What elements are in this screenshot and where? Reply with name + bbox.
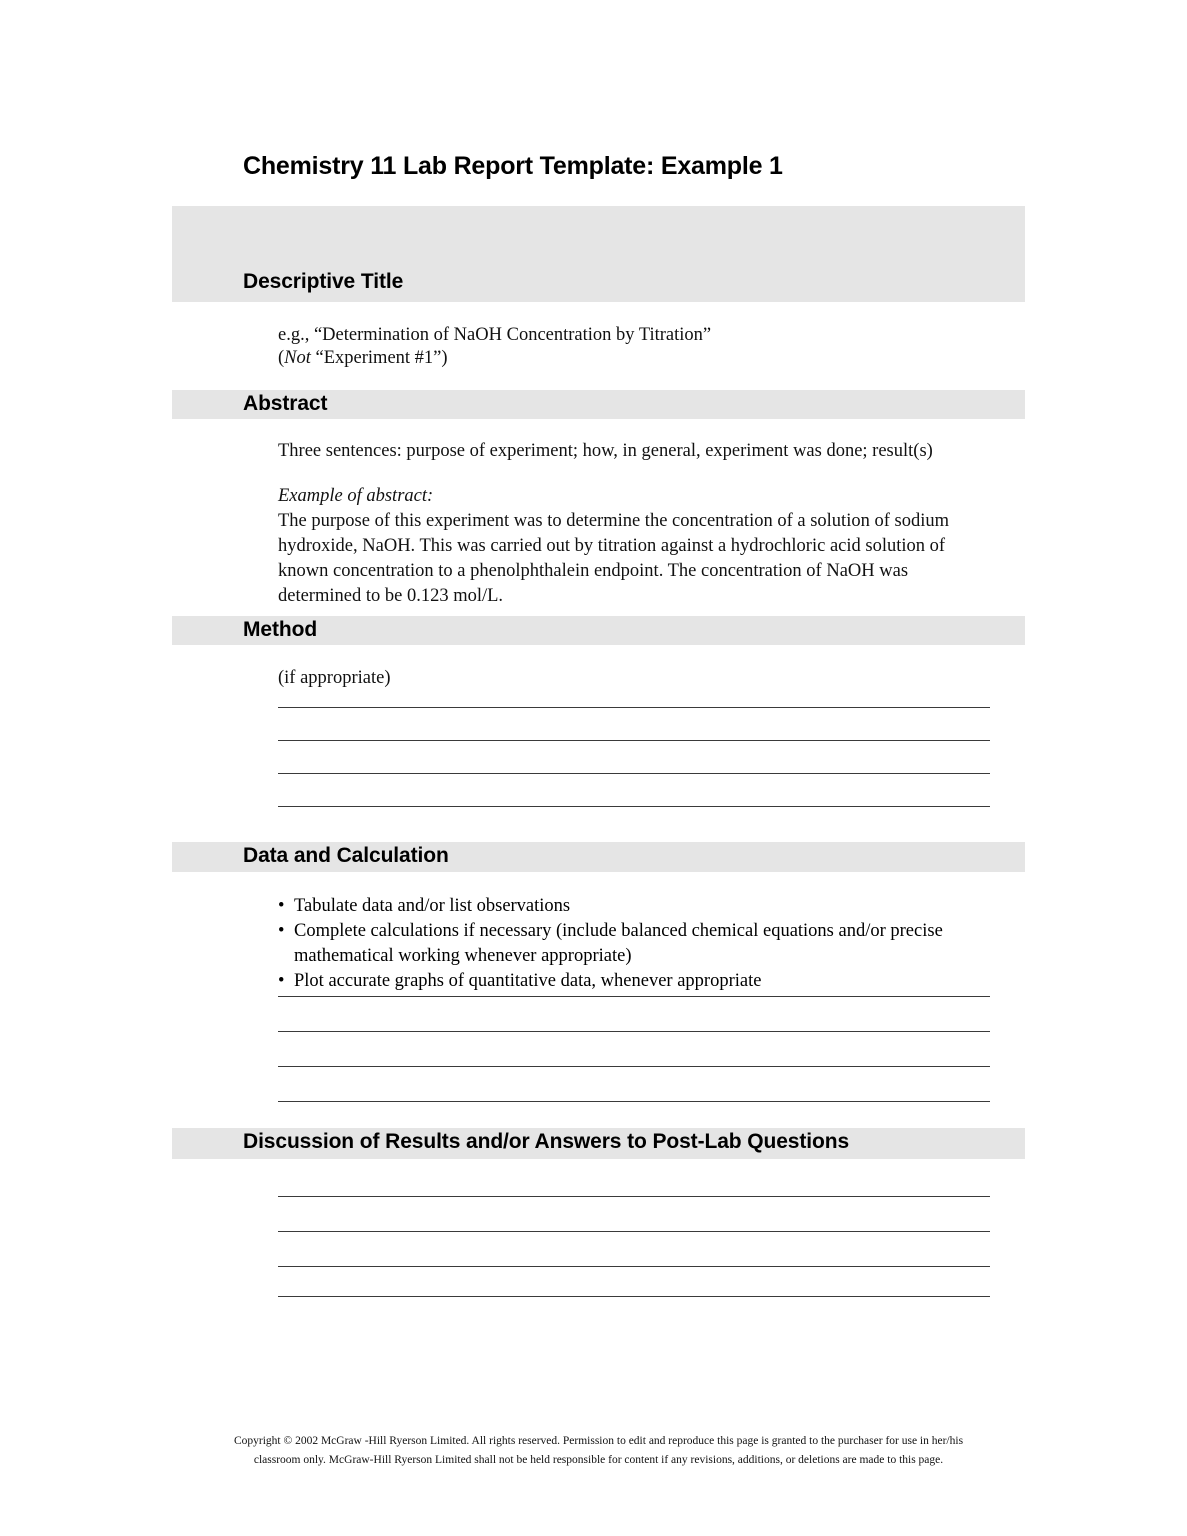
abstract-example-label: Example of abstract: [278, 486, 434, 506]
data-write-line[interactable] [278, 1101, 990, 1102]
descriptive-title-example-line: e.g., “Determination of NaOH Concentration by Titration” [278, 325, 712, 345]
section-band-discussion [172, 1128, 1025, 1159]
section-heading-data-and-calculation: Data and Calculation [243, 844, 449, 867]
abstract-example-text: The purpose of this experiment was to determine the concentration of a solution of sodium hydroxide, NaOH. This was carried out by titration against a hydrochloric acid solution of known concentration to a phenolphthalein endpoint. The concentration of NaOH was determined to be 0.123 mol/L. [278, 511, 949, 606]
data-write-line[interactable] [278, 1066, 990, 1067]
discussion-write-line[interactable] [278, 1266, 990, 1267]
page-title: Chemistry 11 Lab Report Template: Example 1 [243, 152, 783, 180]
section-band-data-and-calculation [172, 842, 1025, 872]
not-open-paren: ( [278, 348, 285, 368]
section-heading-abstract: Abstract [243, 392, 328, 415]
abstract-example-label-wrap [278, 484, 990, 509]
section-heading-descriptive-title: Descriptive Title [243, 270, 404, 293]
section-heading-method: Method [243, 618, 318, 641]
section-band-descriptive-title [172, 206, 1025, 302]
data-write-line[interactable] [278, 996, 990, 997]
copyright-footer [172, 1432, 1025, 1470]
section-heading-discussion: Discussion of Results and/or Answers to Post-Lab Questions [243, 1130, 850, 1153]
method-write-line[interactable] [278, 707, 990, 708]
section-band-abstract [172, 390, 1025, 419]
data-and-calculation-bullet-list [278, 894, 990, 994]
not-rest: “Experiment #1”) [310, 348, 448, 368]
descriptive-title-example [278, 324, 990, 370]
discussion-write-line[interactable] [278, 1231, 990, 1232]
method-note: (if appropriate) [278, 668, 391, 688]
bullet-icon: • [278, 971, 285, 991]
list-item [278, 919, 990, 969]
section-band-method [172, 616, 1025, 645]
method-write-line[interactable] [278, 773, 990, 774]
list-item [278, 894, 990, 919]
list-item-label: Tabulate data and/or list observations [294, 896, 571, 916]
bullet-icon: • [278, 921, 285, 941]
list-item-label: Plot accurate graphs of quantitative data, whenever appropriate [294, 971, 762, 991]
not-emphasis: Not [284, 348, 311, 368]
copyright-line-1: Copyright © 2002 McGraw -Hill Ryerson Limited. All rights reserved. Permission to edit and reproduce this page is granted to the purchaser for use in her/his [233, 1435, 964, 1447]
discussion-write-line[interactable] [278, 1296, 990, 1297]
method-write-line[interactable] [278, 806, 990, 807]
list-item [278, 969, 990, 994]
discussion-write-line[interactable] [278, 1196, 990, 1197]
copyright-line-2: classroom only. McGraw-Hill Ryerson Limited shall not be held responsible for content if any revisions, additions, or deletions are made to this page. [253, 1454, 944, 1466]
abstract-instruction: Three sentences: purpose of experiment; how, in general, experiment was done; result(s) [278, 441, 933, 461]
bullet-icon: • [278, 896, 285, 916]
descriptive-title-not-line [278, 347, 990, 370]
list-item-label: Complete calculations if necessary (include balanced chemical equations and/or precise mathematical working whenever appropriate) [294, 921, 943, 966]
method-write-line[interactable] [278, 740, 990, 741]
data-write-line[interactable] [278, 1031, 990, 1032]
